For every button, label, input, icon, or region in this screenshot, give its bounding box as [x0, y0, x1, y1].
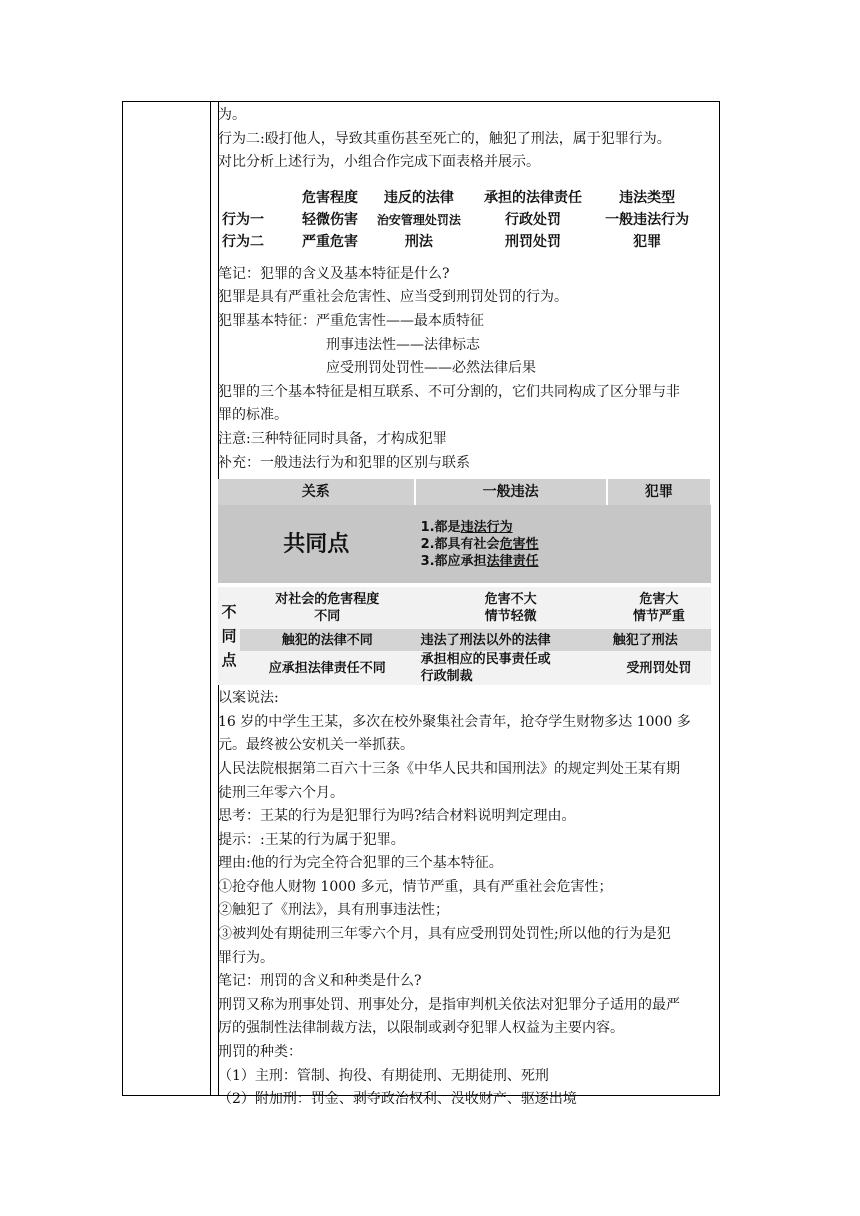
common-items: [415, 505, 711, 583]
text-line: 补充：一般违法行为和犯罪的区别与联系: [218, 454, 470, 471]
case-title: 以案说法:: [218, 690, 279, 707]
text-line: 注意:三种特征同时具备，才构成犯罪: [218, 430, 447, 447]
text-line: 犯罪的三个基本特征是相互联系、不可分割的，它们共同构成了区分罪与非: [218, 383, 680, 400]
relation-table: [218, 479, 712, 685]
text-line: 罪行为。: [218, 949, 274, 966]
table-row: [220, 231, 700, 253]
text-line: 理由:他的行为完全符合犯罪的三个基本特征。: [218, 855, 503, 872]
behavior-compare-table: [220, 187, 700, 253]
text-line: 提示：:王某的行为属于犯罪。: [218, 831, 405, 848]
table-header-row: [218, 479, 711, 505]
text-line: 为。: [218, 107, 246, 123]
list-item: 2.都具有社会危害性: [420, 536, 539, 552]
text-line: 刑罚的种类：: [218, 1044, 302, 1061]
table-cell: 刑罚处罚: [505, 233, 562, 250]
list-item: 1.都是违法行为: [420, 519, 513, 535]
text-line: 徒刑三年零六个月。: [218, 784, 344, 801]
table-cell: 轻微伤害: [302, 211, 359, 228]
text-line: 思考：王某的行为是犯罪行为吗?结合材料说明判定理由。: [218, 808, 576, 825]
table-cell: 关系: [218, 479, 415, 505]
table-cell: 一般违法: [415, 479, 607, 505]
table-cell: 受刑罚处罚: [607, 651, 711, 685]
text-line: 犯罪是具有严重社会危害性、应当受到刑罚处罚的行为。: [218, 289, 568, 306]
table-cell: 犯罪: [633, 233, 662, 250]
table-row: [218, 587, 711, 629]
table-row: [218, 651, 711, 685]
table-row: [220, 209, 700, 231]
text-line: 行为二:殴打他人，导致其重伤甚至死亡的，触犯了刑法，属于犯罪行为。: [218, 130, 671, 147]
lesson-content: [218, 104, 714, 1112]
table-cell: [220, 187, 294, 209]
text-line: ②触犯了《刑法》，具有刑事违法性；: [218, 902, 449, 919]
text-line: 犯罪基本特征：严重危害性——最本质特征: [218, 312, 484, 329]
table-cell: 行为二: [222, 233, 264, 250]
table-cell: 违法类型: [619, 189, 676, 206]
table-cell: 触犯的法律不同: [240, 629, 415, 651]
text-line: ③被判处有期徒刑三年零六个月，具有应受刑罚处罚性;所以他的行为是犯: [218, 926, 671, 943]
table-cell: 行为一: [222, 211, 264, 228]
table-cell: 危害大 情节严重: [607, 587, 711, 629]
table-cell: 一般违法行为: [605, 211, 690, 228]
text-line: 人民法院根据第二百六十三条《中华人民共和国刑法》的规定判处王某有期: [218, 760, 680, 777]
list-item: 3.都应承担法律责任: [420, 553, 539, 569]
note-question: 笔记：刑罚的含义和种类是什么?: [218, 973, 422, 990]
text-line: 厉的强制性法律制裁方法，以限制或剥夺犯罪人权益为主要内容。: [218, 1020, 624, 1037]
table-cell: 对社会的危害程度 不同: [240, 587, 415, 629]
table-cell: 违反的法律: [383, 189, 454, 206]
table-cell: 行政处罚: [505, 211, 562, 228]
table-cell: 危害不大 情节轻微: [415, 587, 607, 629]
diff-label: 不 同 点: [218, 587, 240, 685]
text-line: （2）附加刑：罚金、剥夺政治权利、没收财产、驱逐出境: [218, 1091, 577, 1108]
table-cell: 应承担法律责任不同: [240, 651, 415, 685]
note-question: 笔记：犯罪的含义及基本特征是什么?: [218, 265, 450, 282]
table-cell: 承担相应的民事责任或 行政制裁: [415, 651, 607, 685]
table-row: [218, 505, 711, 583]
text-line: 应受刑罚处罚性——必然法律后果: [326, 360, 536, 377]
text-line: 元。最终被公安机关一举抓获。: [218, 737, 414, 754]
table-cell: 犯罪: [607, 479, 711, 505]
text-line: 对比分析上述行为，小组合作完成下面表格并展示。: [218, 154, 540, 171]
text-line: 刑事违法性——法律标志: [326, 336, 480, 353]
table-row: [218, 629, 711, 651]
table-cell: 治安管理处罚法: [376, 212, 461, 227]
table-header-row: [220, 187, 700, 209]
text-line: 16 岁的中学生王某，多次在校外聚集社会青年，抢夺学生财物多达 1000 多: [218, 713, 691, 730]
left-column: [123, 102, 211, 1095]
text-line: ①抢夺他人财物 1000 多元，情节严重，具有严重社会危害性；: [218, 878, 613, 895]
table-cell: 承担的法律责任: [484, 189, 583, 206]
table-cell: 触犯了刑法: [607, 629, 711, 651]
text-line: 罪的标准。: [218, 407, 288, 424]
table-cell: 严重危害: [302, 233, 359, 250]
common-label: 共同点: [218, 505, 415, 583]
table-cell: 刑法: [404, 233, 433, 250]
table-cell: 违法了刑法以外的法律: [415, 629, 607, 651]
text-line: 刑罚又称为刑事处罚、刑事处分，是指审判机关依法对犯罪分子适用的最严: [218, 996, 680, 1013]
table-cell: 危害程度: [302, 189, 359, 206]
text-line: （1）主刑：管制、拘役、有期徒刑、无期徒刑、死刑: [218, 1067, 549, 1084]
